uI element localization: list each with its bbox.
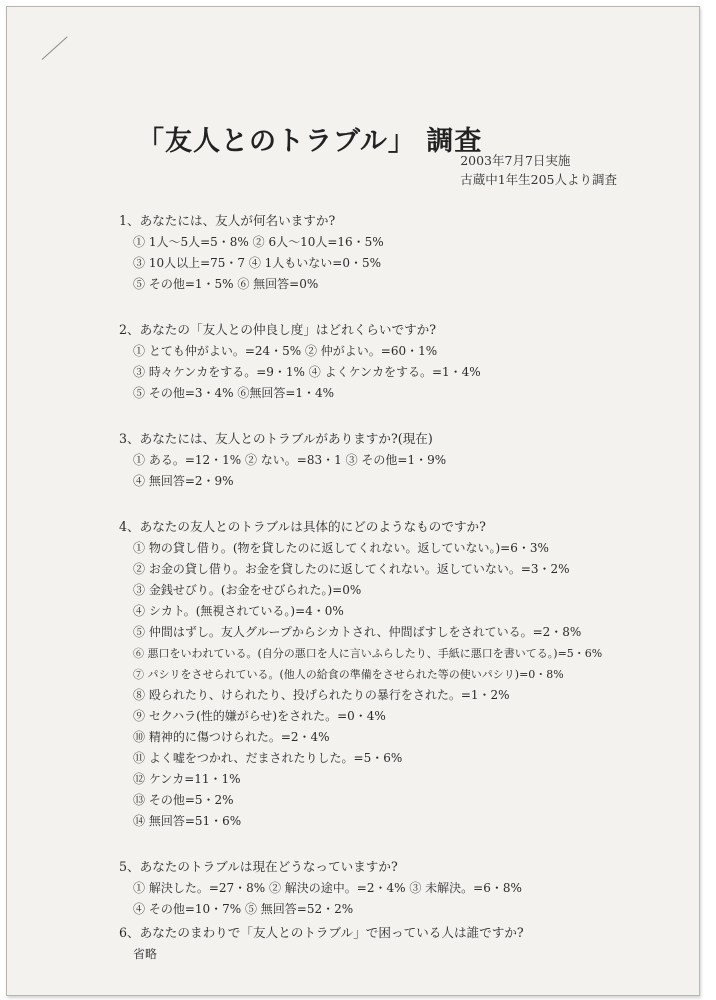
question-6: [119, 922, 659, 965]
answer-line: ⑭ 無回答=51・6%: [133, 814, 242, 828]
answer-line: ⑫ ケンカ=11・1%: [133, 772, 241, 786]
answer-line: ③ 10人以上=75・7 ④ 1人もいない=0・5%: [133, 256, 382, 270]
question-4: [119, 516, 659, 832]
question-1: [119, 210, 659, 295]
answer-line: ① 物の貸し借り。(物を貸したのに返してくれない。返していない。)=6・3%: [133, 541, 549, 555]
question-text: 5、あなたのトラブルは現在どうなっていますか?: [119, 859, 398, 874]
answer-line: ① ある。=12・1% ② ない。=83・1 ③ その他=1・9%: [133, 453, 447, 467]
answer-line: ③ 時々ケンカをする。=9・1% ④ よくケンカをする。=1・4%: [133, 365, 481, 379]
answer-line: ④ 無回答=2・9%: [133, 474, 234, 488]
answer-line: ⑩ 精神的に傷つけられた。=2・4%: [133, 730, 330, 744]
answer-line: ③ 金銭せびり。(お金をせびられた。)=0%: [133, 583, 362, 597]
question-2: [119, 319, 659, 404]
answer-line: ④ シカト。(無視されている。)=4・0%: [133, 604, 344, 618]
answer-line: ① 1人〜5人=5・8% ② 6人〜10人=16・5%: [133, 235, 384, 249]
answer-line: ⑤ その他=1・5% ⑥ 無回答=0%: [133, 277, 319, 291]
answer-line: ① 解決した。=27・8% ② 解決の途中。=2・4% ③ 未解決。=6・8%: [133, 881, 522, 895]
survey-source: 古蔵中1年生205人より調査: [460, 172, 617, 187]
document-page: [6, 6, 700, 996]
document-title: 「友人とのトラブル」 調査: [137, 126, 483, 157]
answer-line: ① とても仲がよい。=24・5% ② 仲がよい。=60・1%: [133, 344, 438, 358]
question-text: 2、あなたの「友人との仲良し度」はどれくらいですか?: [119, 322, 437, 337]
document-meta: [460, 151, 617, 189]
answer-line: ⑪ よく嘘をつかれ、だまされたりした。=5・6%: [133, 751, 403, 765]
answer-line: 省略: [133, 947, 158, 961]
question-5: [119, 856, 659, 920]
answer-line: ② お金の貸し借り。お金を貸したのに返してくれない。返していない。=3・2%: [133, 562, 570, 576]
answer-line: ⑤ 仲間はずし。友人グループからシカトされ、仲間ばすしをされている。=2・8%: [133, 625, 582, 639]
answer-line: ⑨ セクハラ(性的嫌がらせ)をされた。=0・4%: [133, 709, 386, 723]
answer-line: ⑧ 殴られたり、けられたり、投げられたりの暴行をされた。=1・2%: [133, 688, 510, 702]
answer-line: ⑥ 悪口をいわれている。(自分の悪口を人に言いふらしたり、手紙に悪口を書いてる。)=5・6%: [133, 647, 603, 660]
question-3: [119, 428, 659, 492]
answer-line: ⑤ その他=3・4% ⑥無回答=1・4%: [133, 386, 335, 400]
questions-section: [119, 210, 659, 989]
question-text: 3、あなたには、友人とのトラブルがありますか?(現在): [119, 431, 433, 446]
question-text: 4、あなたの友人とのトラブルは具体的にどのようなものですか?: [119, 519, 486, 534]
question-text: 1、あなたには、友人が何名いますか?: [119, 213, 336, 228]
answer-line: ④ その他=10・7% ⑤ 無回答=52・2%: [133, 902, 354, 916]
survey-date: 2003年7月7日実施: [460, 153, 571, 168]
answer-line: ⑦ パシリをさせられている。(他人の給食の準備をさせられた等の使いパシリ)=0・8%: [133, 668, 564, 681]
answer-line: ⑬ その他=5・2%: [133, 793, 234, 807]
question-text: 6、あなたのまわりで「友人とのトラブル」で困っている人は誰ですか?: [119, 925, 524, 940]
paper-crease-mark: [42, 36, 68, 59]
